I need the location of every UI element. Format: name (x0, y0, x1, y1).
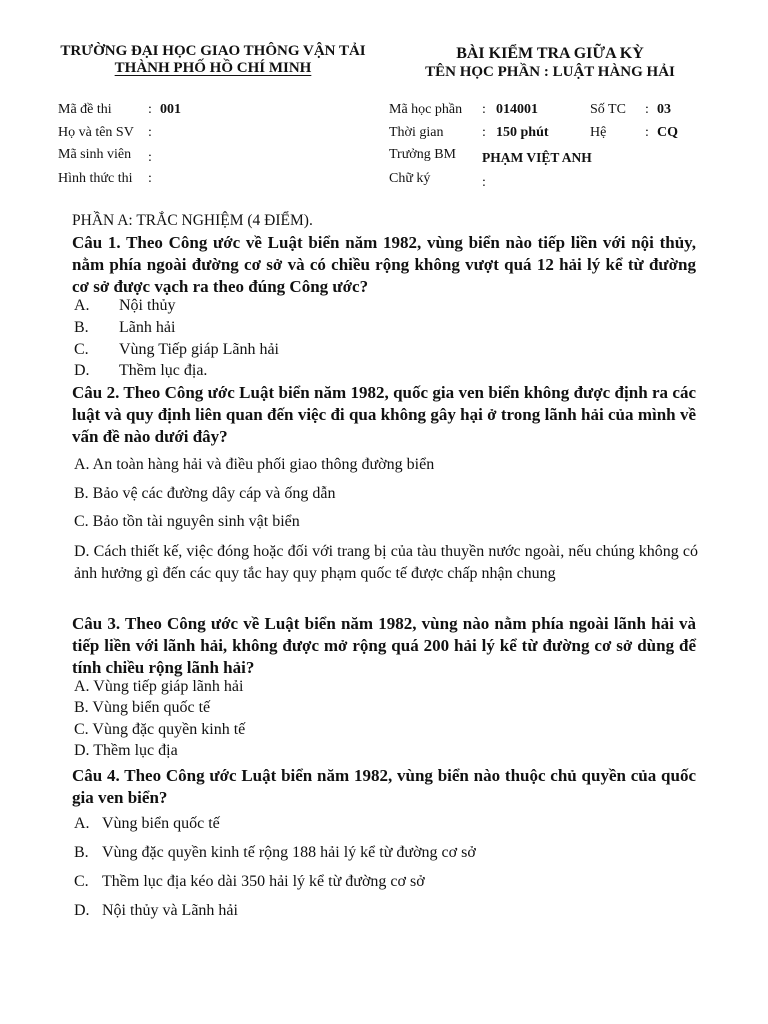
option-a: A. An toàn hàng hải và điều phối giao thông đường biển (74, 456, 435, 473)
info-colon: : (148, 125, 152, 140)
info-label-program: Hệ (590, 125, 607, 140)
exam-title: BÀI KIỂM TRA GIỮA KỲ (456, 45, 644, 62)
info-value-course-code: 014001 (496, 102, 538, 117)
school-city-text: THÀNH PHỐ HỒ CHÍ MINH (114, 60, 312, 76)
question-4: Câu 4. Theo Công ước Luật biển năm 1982, vùng biển nào thuộc chủ quyền của quốc gia ven biển? (72, 766, 696, 807)
option-text: Thềm lục địa kéo dài 350 hải lý kể từ đường cơ sở (102, 873, 425, 890)
info-label-credits: Số TC (590, 102, 626, 117)
question-1: Câu 1. Theo Công ước về Luật biển năm 1982, vùng biển nào tiếp liền với nội thủy, nằm phía ngoài đường cơ sở và có chiều rộng không vượt quá 12 hải lý kể từ đường cơ sở được vạch ra theo đúng Công ước? (72, 233, 696, 296)
option-text: Lãnh hải (119, 319, 176, 336)
info-value-exam-code: 001 (160, 102, 181, 117)
option-letter: D. (74, 902, 90, 919)
option-letter: B. (74, 319, 89, 336)
info-colon: : (148, 171, 152, 186)
school-city (58, 60, 368, 77)
option-d: D. Cách thiết kế, việc đóng hoặc đối với trang bị của tàu thuyền nước ngoài, nếu chúng không có ảnh hưởng gì đến các quy tắc hay quy phạm quốc tế được chấp nhận chung (74, 543, 698, 582)
option-c: C. Bảo tồn tài nguyên sinh vật biển (74, 513, 300, 530)
option-text: Vùng Tiếp giáp Lãnh hải (119, 341, 279, 358)
info-label-student-id: Mã sinh viên (58, 147, 132, 162)
option-text: Nội thủy và Lãnh hải (102, 902, 238, 919)
school-name: TRƯỜNG ĐẠI HỌC GIAO THÔNG VẬN TẢI (60, 43, 366, 59)
option-b: B. Bảo vệ các đường dây cáp và ống dẫn (74, 485, 336, 502)
info-value-head-of-department: PHẠM VIỆT ANH (482, 150, 592, 165)
info-label-head-of-department: Trưởng BM (389, 147, 456, 162)
option-c: C. Vùng đặc quyền kinh tế (74, 721, 246, 738)
info-label-exam-code: Mã đề thi (58, 102, 112, 117)
info-colon: : (482, 102, 486, 117)
info-colon: : (148, 150, 152, 165)
option-text: Vùng biển quốc tế (102, 815, 220, 832)
question-3: Câu 3. Theo Công ước về Luật biển năm 1982, vùng nào nằm phía ngoài lãnh hải và tiếp liền với lãnh hải, không được mở rộng quá 200 hải lý kể từ đường cơ sở dùng để tính chiều rộng lãnh hải? (72, 614, 696, 677)
info-label-course-code: Mã học phần (389, 102, 463, 117)
info-label-duration: Thời gian (389, 125, 444, 140)
info-colon: : (645, 125, 649, 140)
info-colon: : (148, 102, 152, 117)
info-label-signature: Chữ ký (389, 171, 431, 186)
info-value-credits: 03 (657, 102, 671, 117)
option-text: Thềm lục địa. (119, 362, 208, 379)
option-letter: A. (74, 815, 90, 832)
option-a: A. Vùng tiếp giáp lãnh hải (74, 678, 244, 695)
info-label-student-name: Họ và tên SV (58, 125, 134, 140)
info-colon: : (482, 125, 486, 140)
info-colon: : (645, 102, 649, 117)
option-text: Vùng đặc quyền kinh tế rộng 188 hải lý kể từ đường cơ sở (102, 844, 476, 861)
option-letter: C. (74, 341, 89, 358)
info-label-exam-format: Hình thức thi (58, 171, 133, 186)
option-b: B. Vùng biển quốc tế (74, 699, 211, 716)
option-letter: C. (74, 873, 89, 890)
option-letter: D. (74, 362, 90, 379)
info-value-program: CQ (657, 125, 678, 140)
info-value-duration: 150 phút (496, 125, 549, 140)
section-heading: PHẦN A: TRẮC NGHIỆM (4 ĐIỂM). (72, 212, 313, 229)
option-d: D. Thềm lục địa (74, 742, 178, 759)
option-letter: A. (74, 297, 90, 314)
option-letter: B. (74, 844, 89, 861)
info-colon: : (482, 175, 486, 190)
question-2: Câu 2. Theo Công ước Luật biển năm 1982, quốc gia ven biển không được định ra các luật và quy định liên quan đến việc đi qua không gây hại ở trong lãnh hải của mình về vấn đề nào dưới đây? (72, 383, 696, 446)
option-text: Nội thủy (119, 297, 176, 314)
course-name: TÊN HỌC PHẦN : LUẬT HÀNG HẢI (425, 64, 675, 80)
